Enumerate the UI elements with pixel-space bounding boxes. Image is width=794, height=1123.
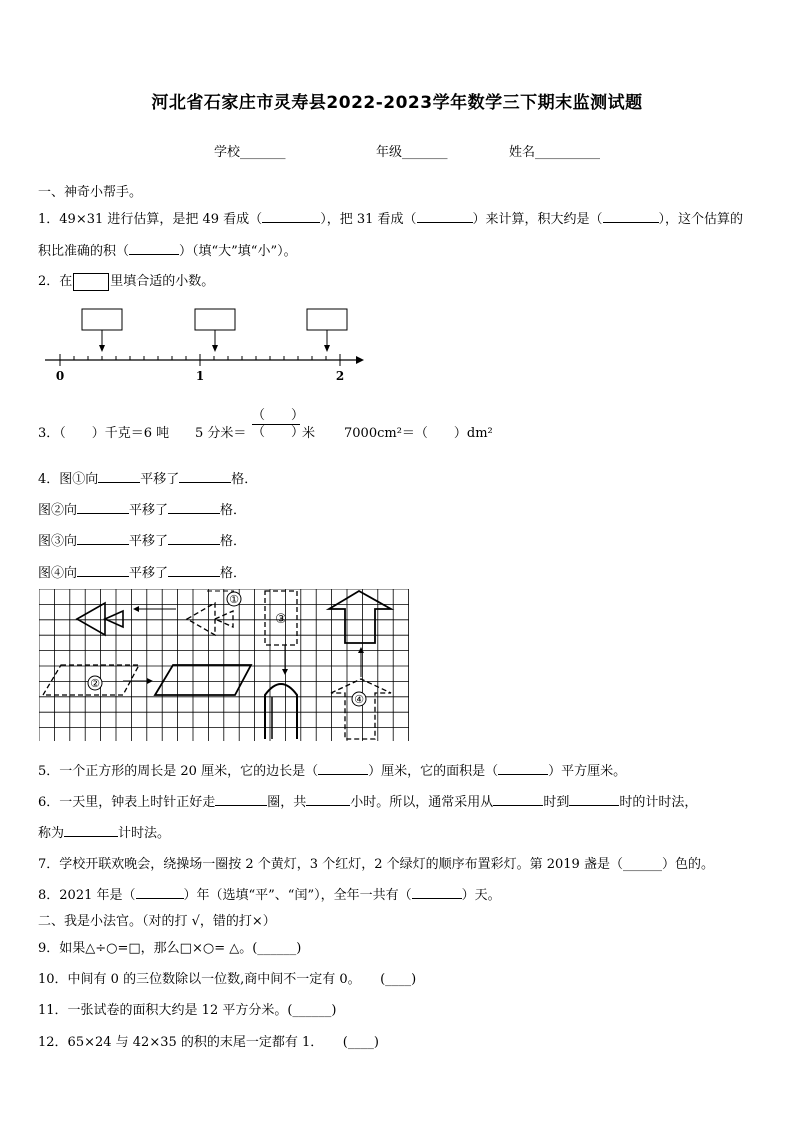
arrow-up-icon <box>358 647 364 653</box>
fraction-numerator: （ ） <box>252 408 305 423</box>
question-5: 5．一个正方形的周长是 20 厘米，它的边长是（ ）厘米，它的面积是（ ）平方厘米。 <box>38 764 627 779</box>
question-8: 8．2021 年是（ ）年（选填“平”、“闰”），全年一共有（ ）天。 <box>38 888 501 903</box>
answer-box-1 <box>82 309 122 330</box>
question-4-row3: 图③向 平移了 格． <box>38 534 247 549</box>
question-6-line2: 称为 计时法。 <box>38 826 171 841</box>
question-1-line2: 积比准确的积（ ）（填“大”填“小”）。 <box>38 244 297 259</box>
arrow-down-icon <box>282 669 288 675</box>
grade-field: 年级_______ <box>376 145 448 160</box>
answer-box-3 <box>307 309 347 330</box>
figure-label-4: ④ <box>354 693 364 706</box>
figure-label-2: ② <box>90 677 100 690</box>
question-11: 11．一张试卷的面积大约是 12 平方分米。(______) <box>38 1003 337 1018</box>
translation-grid <box>39 589 411 744</box>
question-12: 12．65×24 与 42×35 的积的末尾一定都有 1． (____) <box>38 1035 379 1050</box>
tick-label-1: 1 <box>195 369 205 383</box>
arrow-right-icon <box>147 678 153 684</box>
question-7: 7．学校开联欢晚会，绕操场一圈按 2 个黄灯，3 个红灯，2 个绿灯的顺序布置彩灯。第 2019 盏是（______）色的。 <box>38 857 714 872</box>
figure-label-3: ③ <box>275 612 287 627</box>
tick-label-0: 0 <box>55 369 65 383</box>
tick-label-2: 2 <box>335 369 345 383</box>
figure-label-1: ① <box>229 593 239 606</box>
question-10: 10．中间有 0 的三位数除以一位数,商中间不一定有 0。 (____) <box>38 972 417 987</box>
question-9: 9．如果△÷○=□，那么□×○= △。(______) <box>38 941 302 956</box>
arrow-down-icon <box>99 345 105 352</box>
number-line <box>40 305 370 385</box>
school-field: 学校_______ <box>214 145 286 160</box>
fraction-denominator: （ ） <box>252 425 305 440</box>
question-4-row4: 图④向 平移了 格． <box>38 566 247 581</box>
arrow-left-icon <box>133 606 139 612</box>
question-2: 2．在 里填合适的小数。 <box>38 274 215 289</box>
name-field: 姓名__________ <box>509 145 601 160</box>
arrow-down-icon <box>212 345 218 352</box>
arrow-down-icon <box>324 345 330 352</box>
question-4-row1: 4．图①向 平移了 格． <box>38 472 258 487</box>
dashed-house-shape <box>331 679 391 739</box>
arrow-right-icon <box>356 356 364 364</box>
solid-parallelogram-shape <box>155 665 251 695</box>
question-6-line1: 6．一天里，钟表上时针正好走 圈，共 小时。所以，通常采用从 时到 时的计时法， <box>38 795 698 810</box>
dashed-triangle-shape <box>187 603 215 635</box>
section-1-heading: 一、神奇小帮手。 <box>38 185 143 200</box>
page-title: 河北省石家庄市灵寿县2022-2023学年数学三下期末监测试题 <box>151 93 643 113</box>
question-1-line1: 1．49×31 进行估算，是把 49 看成（ ），把 31 看成（ ）来计算，积大约是（ ），这个估算的 <box>38 212 744 227</box>
section-2-heading: 二、我是小法官。（对的打 √，错的打×） <box>38 914 276 929</box>
question-4-row2: 图②向 平移了 格． <box>38 503 247 518</box>
answer-box-2 <box>195 309 235 330</box>
